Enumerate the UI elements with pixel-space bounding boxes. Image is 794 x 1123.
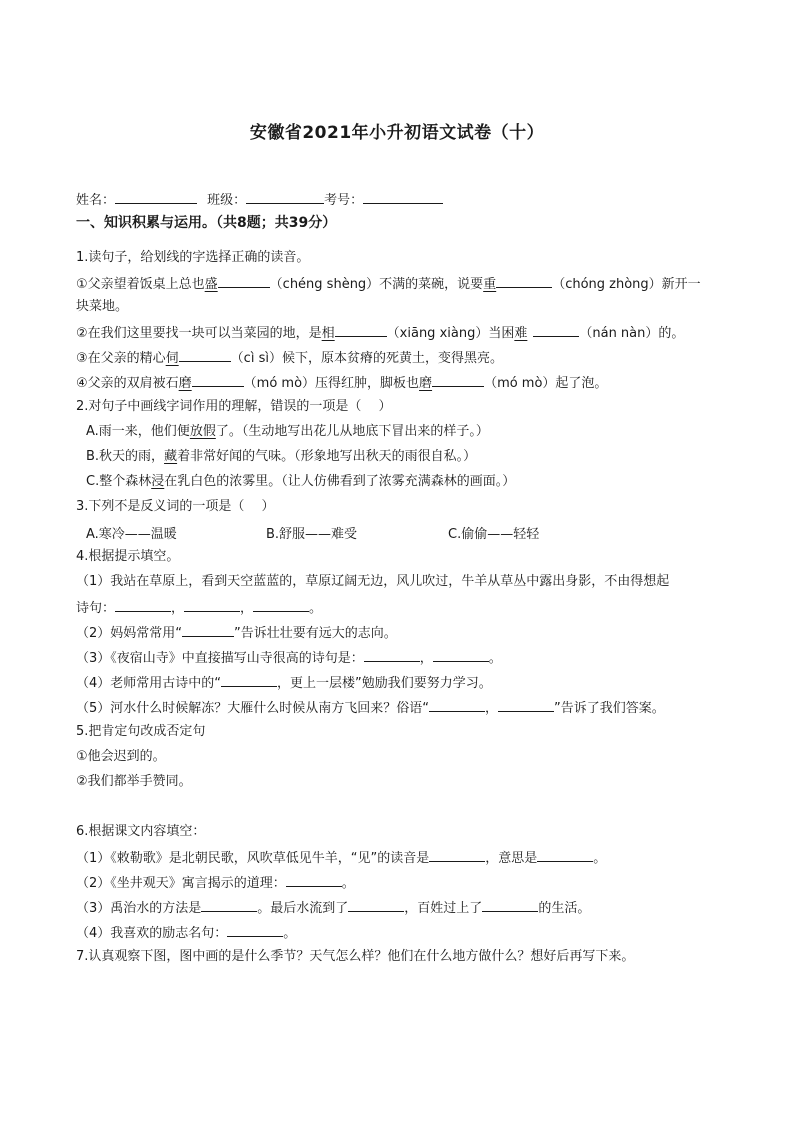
answer-blank[interactable] (364, 648, 420, 662)
name-label: 姓名： (76, 193, 116, 208)
answer-blank[interactable] (429, 698, 485, 712)
q4-item-2: （2）妈妈常常用“ ”告诉壮壮要有远大的志向。 (76, 623, 397, 643)
q2-option-a[interactable]: A.雨一来，他们便放假了。（生动地写出花儿从地底下冒出来的样子。） (86, 424, 489, 439)
answer-blank[interactable] (433, 648, 489, 662)
q6-item-2: （2）《坐井观天》寓言揭示的道理： 。 (76, 873, 355, 893)
q6-item-1: （1）《敕勒歌》是北朝民歌，风吹草低见牛羊，“见”的读音是 ，意思是 。 (76, 848, 606, 868)
q7-stem: 7.认真观察下图，图中画的是什么季节？天气怎么样？他们在什么地方做什么？想好后再写下来。 (76, 949, 635, 964)
student-info-row (76, 190, 443, 210)
answer-blank[interactable] (537, 848, 593, 862)
q6-item-3: （3）禹治水的方法是 。最后水流到了 ，百姓过上了 的生活。 (76, 898, 590, 918)
q2-option-b[interactable]: B.秋天的雨，藏着非常好闻的气味。（形象地写出秋天的雨很自私。） (86, 449, 477, 464)
answer-blank[interactable] (218, 274, 270, 288)
answer-blank[interactable] (335, 323, 387, 337)
class-field[interactable] (246, 190, 324, 204)
q6-stem: 6.根据课文内容填空： (76, 824, 206, 839)
answer-blank[interactable] (432, 373, 484, 387)
q1-item-2: ②在我们这里要找一块可以当菜园的地，是相 （xiāng xiàng）当困难 （nán nàn）的。 (76, 323, 684, 343)
answer-blank[interactable] (498, 698, 554, 712)
answer-blank[interactable] (348, 898, 404, 912)
answer-blank[interactable] (227, 923, 283, 937)
q4-stem: 4.根据提示填空。 (76, 549, 180, 564)
answer-blank[interactable] (253, 598, 309, 612)
q1-item-1: ①父亲望着饭桌上总也盛 （chéng shèng）不满的菜碗，说要重 （chóng zhòng）新开一 (76, 274, 701, 294)
answer-blank[interactable] (496, 274, 552, 288)
page-title: 安徽省2021年小升初语文试卷（十） (249, 123, 545, 143)
q3-option-a[interactable]: A.寒冷——温暖 (86, 527, 177, 542)
answer-blank[interactable] (429, 848, 485, 862)
q2-stem: 2.对句子中画线字词作用的理解，错误的一项是（ ） (76, 399, 392, 414)
q3-option-b[interactable]: B.舒服——难受 (266, 527, 358, 542)
q1-item-3: ③在父亲的精心伺 （cì sì）候下，原本贫瘠的死黄土，变得黑亮。 (76, 348, 503, 368)
section-heading: 一、知识积累与运用。（共8题；共39分） (76, 215, 337, 231)
answer-blank[interactable] (179, 348, 231, 362)
number-field[interactable] (363, 190, 443, 204)
q4-item-5: （5）河水什么时候解冻？大雁什么时候从南方飞回来？俗语“ ， ”告诉了我们答案。 (76, 698, 665, 718)
answer-blank[interactable] (533, 323, 579, 337)
answer-blank[interactable] (115, 598, 171, 612)
answer-blank[interactable] (192, 373, 244, 387)
q6-item-4: （4）我喜欢的励志名句： 。 (76, 923, 296, 943)
class-label: 班级： (207, 193, 247, 208)
answer-blank[interactable] (184, 598, 240, 612)
q3-option-c[interactable]: C.偷偷——轻轻 (448, 527, 540, 542)
q4-item-4: （4）老师常用古诗中的“ ，更上一层楼”勉励我们要努力学习。 (76, 673, 492, 693)
answer-blank[interactable] (182, 623, 234, 637)
q5-stem: 5.把肯定句改成否定句 (76, 724, 206, 739)
number-label: 考号： (324, 193, 364, 208)
name-field[interactable] (115, 190, 197, 204)
q2-option-c[interactable]: C.整个森林浸在乳白色的浓雾里。（让人仿佛看到了浓雾充满森林的画面。） (86, 474, 516, 489)
answer-blank[interactable] (201, 898, 257, 912)
q3-stem: 3.下列不是反义词的一项是（ ） (76, 499, 275, 514)
q4-item-1: （1）我站在草原上，看到天空蓝蓝的，草原辽阔无边，风儿吹过，牛羊从草丛中露出身影，不由得想起 (76, 574, 670, 589)
answer-blank[interactable] (482, 898, 538, 912)
q1-item-4: ④父亲的双肩被石磨 （mó mò）压得红肿，脚板也磨 （mó mò）起了泡。 (76, 373, 607, 393)
q5-item-1: ①他会迟到的。 (76, 749, 166, 764)
q1-item-1-cont: 块菜地。 (76, 299, 129, 314)
answer-blank[interactable] (221, 673, 277, 687)
q5-item-2: ②我们都举手赞同。 (76, 774, 192, 789)
q4-item-1-cont: 诗句： ， ， 。 (76, 598, 322, 618)
q4-item-3: （3）《夜宿山寺》中直接描写山寺很高的诗句是： ， 。 (76, 648, 502, 668)
q1-stem: 1.读句子，给划线的字选择正确的读音。 (76, 250, 310, 265)
answer-blank[interactable] (286, 873, 342, 887)
